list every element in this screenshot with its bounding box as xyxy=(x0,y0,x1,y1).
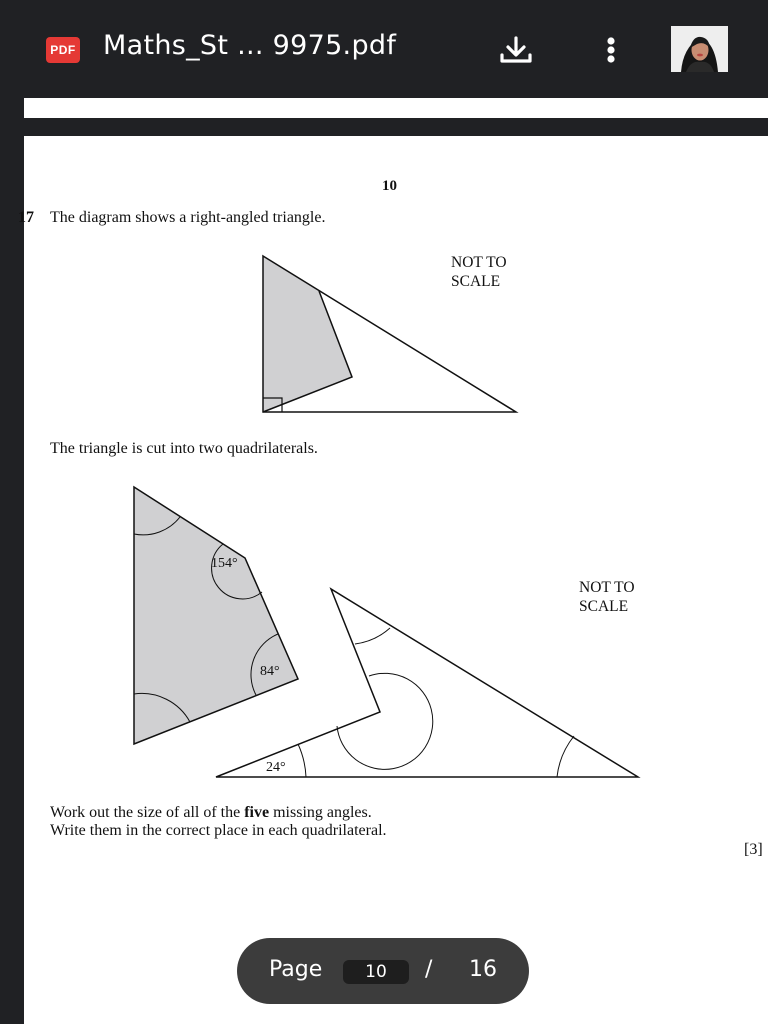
user-avatar-icon xyxy=(671,26,728,72)
question-number: 17 xyxy=(18,209,34,226)
angle-label-154: 154° xyxy=(211,556,238,571)
not-to-scale-label-1: NOT TO SCALE xyxy=(451,254,507,290)
not-to-scale-label-2: NOT TO SCALE xyxy=(579,579,635,615)
marks-label: [3] xyxy=(744,841,763,858)
shaded-quadrilateral xyxy=(263,256,352,412)
pdf-file-icon: PDF xyxy=(46,37,80,63)
page-separator: / xyxy=(425,957,433,982)
download-icon xyxy=(496,30,536,70)
pdf-page xyxy=(18,136,768,1024)
page-number: 10 xyxy=(382,178,397,194)
instruction-line-1: Work out the size of all of the five missing angles. xyxy=(50,804,372,821)
total-pages: 16 xyxy=(469,957,497,982)
viewer-toolbar xyxy=(0,0,768,98)
more-vertical-icon xyxy=(594,30,628,70)
cut-description: The triangle is cut into two quadrilaterals. xyxy=(50,440,318,457)
current-page-input[interactable] xyxy=(343,960,409,984)
angle-label-84: 84° xyxy=(260,664,280,679)
file-title: Maths_St ... 9975.pdf xyxy=(103,30,397,61)
page-label: Page xyxy=(269,957,323,982)
page-gap xyxy=(24,118,768,136)
page-indicator xyxy=(237,938,529,1004)
quadrilateral-shaded xyxy=(134,487,298,744)
question-text: The diagram shows a right-angled triangle. xyxy=(50,209,326,226)
more-options-button[interactable] xyxy=(594,30,628,70)
previous-page-edge xyxy=(24,98,768,118)
geometry-diagram xyxy=(24,136,768,1024)
angle-label-24: 24° xyxy=(266,760,286,775)
instruction-line-2: Write them in the correct place in each quadrilateral. xyxy=(50,822,387,839)
download-button[interactable] xyxy=(496,30,536,70)
account-avatar[interactable] xyxy=(671,26,728,72)
